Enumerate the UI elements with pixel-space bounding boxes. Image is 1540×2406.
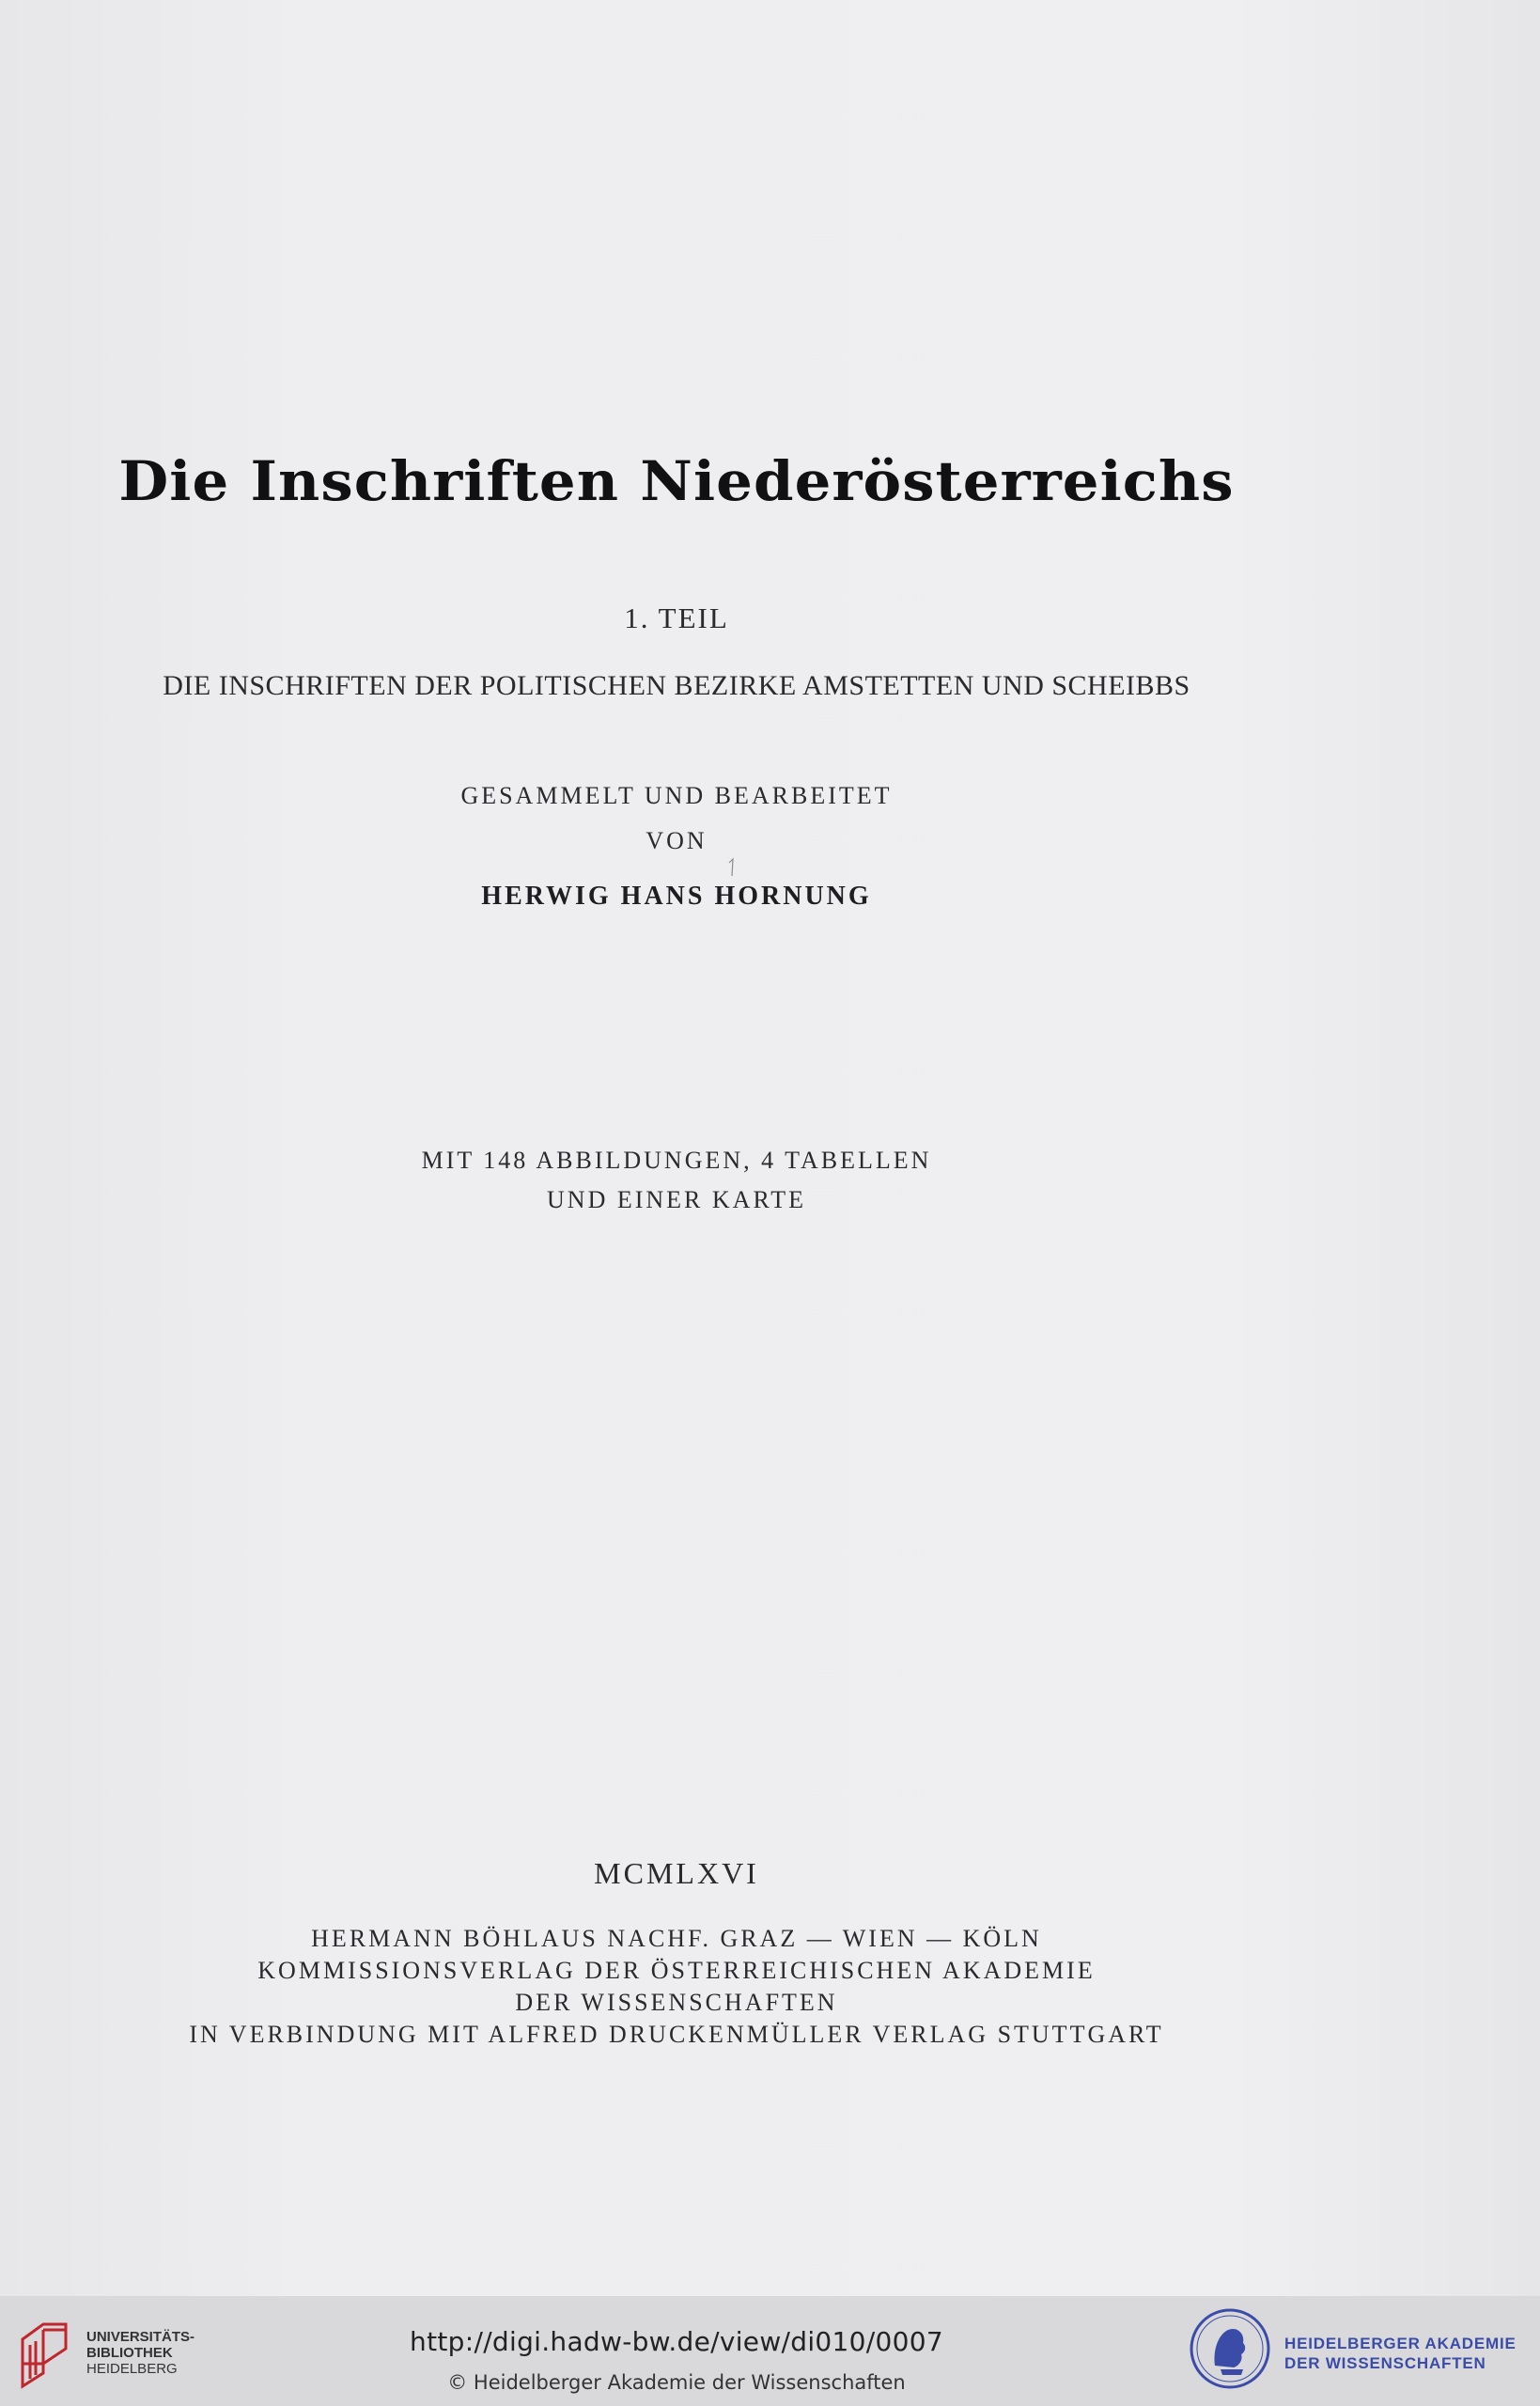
publisher-line-3: DER WISSENSCHAFTEN: [515, 1989, 838, 2016]
publication-year: MCMLXVI: [594, 1856, 759, 1890]
publisher-line-2: KOMMISSIONSVERLAG DER ÖSTERREICHISCHEN AKADEMIE: [257, 1957, 1096, 1984]
book-subtitle: DIE INSCHRIFTEN DER POLITISCHEN BEZIRKE AMSTETTEN UND SCHEIBBS: [163, 670, 1190, 701]
contents-line-1: MIT 148 ABBILDUNGEN, 4 TABELLEN: [421, 1147, 932, 1174]
publisher-line-1: HERMANN BÖHLAUS NACHF. GRAZ — WIEN — KÖLN: [311, 1925, 1042, 1952]
page-url-link[interactable]: http://digi.hadw-bw.de/view/di010/0007: [410, 2326, 943, 2357]
library-line-2: BIBLIOTHEK: [86, 2345, 173, 2361]
publisher-line-4: IN VERBINDUNG MIT ALFRED DRUCKENMÜLLER VERLAG STUTTGART: [189, 2021, 1164, 2048]
library-line-3: HEIDELBERG: [86, 2361, 178, 2377]
academy-line-1: HEIDELBERGER AKADEMIE: [1284, 2335, 1517, 2352]
academy-name[interactable]: [1284, 2334, 1517, 2373]
by-line: VON: [646, 827, 708, 854]
library-line-1: UNIVERSITÄTS-: [86, 2329, 195, 2345]
part-number: 1. TEIL: [624, 602, 729, 634]
copyright-notice: © Heidelberger Akademie der Wissenschaften: [447, 2371, 906, 2394]
academy-seal-icon[interactable]: [1189, 2307, 1271, 2390]
contents-line-2: UND EINER KARTE: [547, 1186, 806, 1213]
author-name: HERWIG HANS HORNUNG: [481, 882, 872, 911]
academy-line-2: DER WISSENSCHAFTEN: [1284, 2354, 1486, 2372]
viewer-footer-bar: [0, 2296, 1540, 2406]
collected-line: GESAMMELT UND BEARBEITET: [460, 782, 893, 809]
book-title: Die Inschriften Niederösterreichs: [118, 449, 1235, 513]
pencil-mark-icon: [727, 857, 737, 878]
